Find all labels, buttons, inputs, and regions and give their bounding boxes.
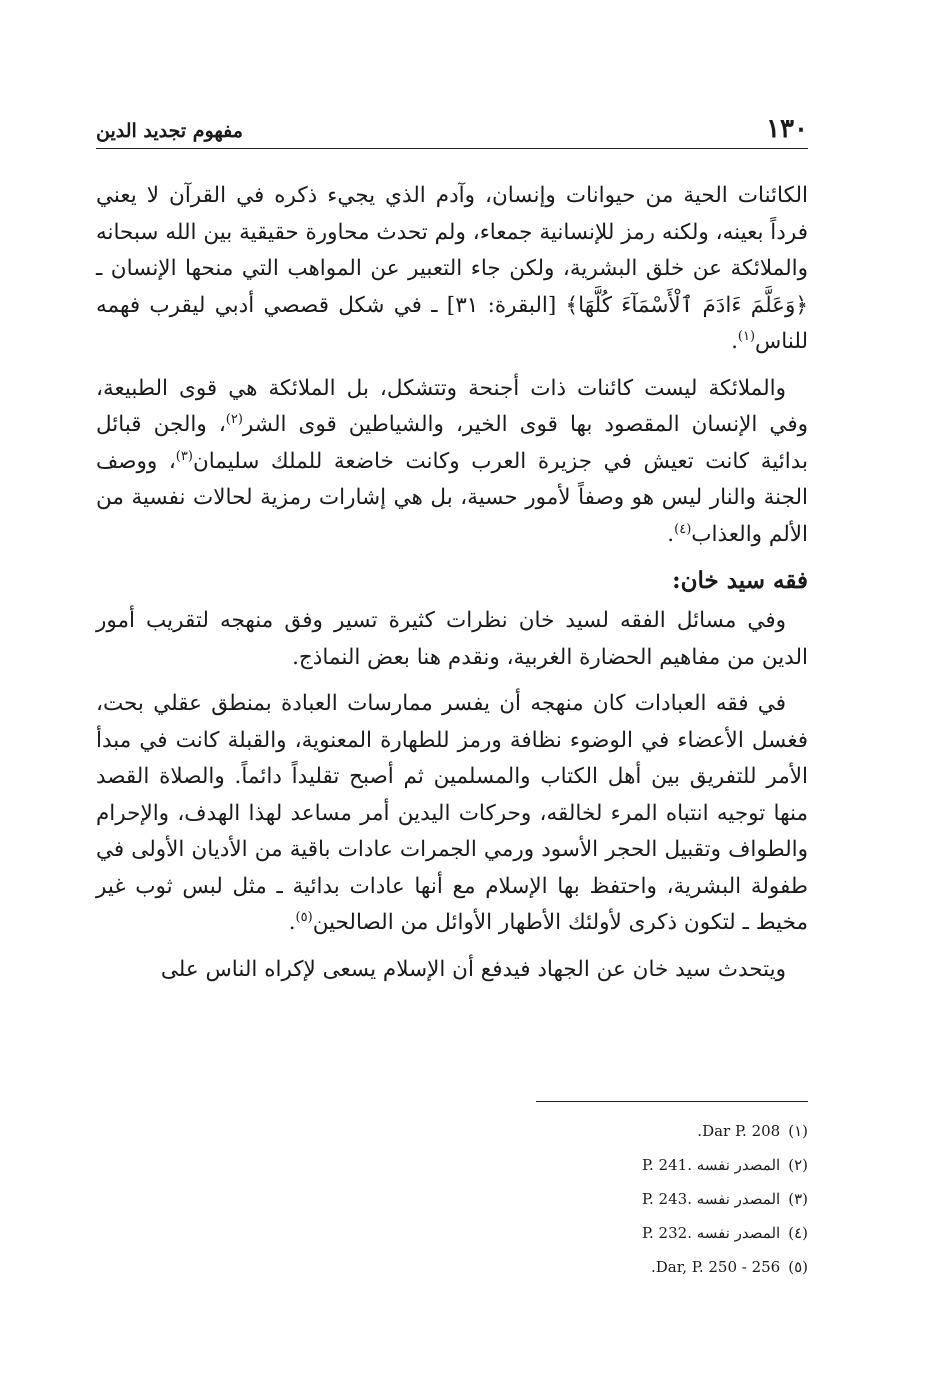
footnote-ref[interactable]: (٣) bbox=[175, 448, 193, 464]
paragraph-end: . bbox=[667, 521, 675, 547]
paragraph-angels bbox=[96, 371, 808, 554]
footnote-text: المصدر نفسه .P. 241 bbox=[641, 1156, 781, 1174]
footnote-text: Dar, P. 250 - 256. bbox=[650, 1258, 781, 1276]
paragraph-text: ، والجن قبائل بدائية كانت تعيش في جزيرة العرب وكانت خاضعة للملك سليمان bbox=[96, 412, 808, 474]
footnote-item bbox=[520, 1150, 808, 1184]
running-title: مفهوم تجديد الدين bbox=[96, 120, 243, 142]
footnote-text: المصدر نفسه .P. 232 bbox=[641, 1224, 781, 1242]
footnote-number: (٥) bbox=[788, 1258, 808, 1276]
body-text bbox=[96, 178, 808, 998]
paragraph-fiqh-intro: وفي مسائل الفقه لسيد خان نظرات كثيرة تسير وفق منهجه لتقريب أمور الدين من مفاهيم الحضارة الغربية، ونقدم هنا بعض النماذج. bbox=[96, 608, 808, 670]
paragraph-worship bbox=[96, 686, 808, 942]
section-heading: فقه سيد خان: bbox=[672, 567, 808, 594]
footnote-text: المصدر نفسه .P. 243 bbox=[641, 1190, 781, 1208]
paragraph-text: في فقه العبادات كان منهجه أن يفسر ممارسات العبادة بمنطق عقلي بحت، فغسل الأعضاء في الوضوء نظافة ورمز للطهارة المعنوية، والقبلة كانت في مبدأ الأمر للتفريق بين أهل الكتاب والمسلمين ثم أصبح تقليداً دائماً. والصلاة القصد منها توجيه انتباه المرء لخالقه، وحركات اليدين أمر مساعد لهذا الهدف، والإحرام والطواف وتقبيل الحجر الأسود ورمي الجمرات عادات باقية من الأديان الأولى في طفولة البشرية، واحتفظ بها الإسلام مع أنها عادات بدائية ـ مثل لبس ثوب غير مخيط ـ لتكون ذكرى لأولئك الأطهار الأوائل من الصالحين bbox=[96, 691, 808, 935]
footnote-number: (١) bbox=[788, 1122, 808, 1140]
footnote-text: Dar P. 208. bbox=[697, 1122, 781, 1140]
footnote-item bbox=[520, 1184, 808, 1218]
footnote-ref[interactable]: (٥) bbox=[295, 909, 313, 925]
paragraph-text: ، ووصف الجنة والنار ليس هو وصفاً لأمور حسية، بل هي إشارات رمزية لحالات نفسية من الألم والعذاب bbox=[96, 448, 808, 547]
paragraph-adam bbox=[96, 178, 808, 361]
paragraph-jihad: ويتحدث سيد خان عن الجهاد فيدفع أن الإسلام يسعى لإكراه الناس على bbox=[160, 956, 786, 982]
page-header bbox=[96, 112, 808, 149]
page-number: ١٣٠ bbox=[766, 114, 808, 144]
footnote-item bbox=[520, 1218, 808, 1252]
footnote-ref[interactable]: (١) bbox=[737, 328, 756, 344]
footnote-number: (٤) bbox=[788, 1224, 808, 1242]
footnote-item bbox=[520, 1252, 808, 1286]
footnote-number: (٣) bbox=[788, 1190, 808, 1208]
footnote-divider bbox=[536, 1101, 808, 1102]
paragraph-text: الكائنات الحية من حيوانات وإنسان، وآدم الذي يجيء ذكره في القرآن لا يعني فرداً بعينه، ولكنه رمز للإنسانية جمعاء، ولم تحدث محاورة حقيقية بين الله سبحانه والملائكة عن خلق البشرية، ولكن جاء التعبير عن المواهب التي منحها الإنسان ـ ﴿وَعَلَّمَ ءَادَمَ ٱلْأَسْمَآءَ كُلَّهَا﴾ [البقرة: ٣١] ـ في شكل قصصي أدبي ليقرب فهمه للناس bbox=[96, 183, 808, 354]
paragraph-end: . bbox=[288, 910, 296, 935]
paragraph-text: والملائكة ليست كائنات ذات أجنحة وتتشكل، بل الملائكة هي قوى الطبيعة، وفي الإنسان المقصود بها قوى الخير، والشياطين قوى الشر bbox=[96, 375, 809, 437]
footnote-item bbox=[520, 1116, 808, 1150]
footnote-number: (٢) bbox=[788, 1156, 808, 1174]
footnote-ref[interactable]: (٤) bbox=[674, 521, 692, 537]
footnotes bbox=[520, 1116, 808, 1286]
footnote-ref[interactable]: (٢) bbox=[225, 411, 243, 427]
paragraph-end: . bbox=[731, 329, 738, 354]
